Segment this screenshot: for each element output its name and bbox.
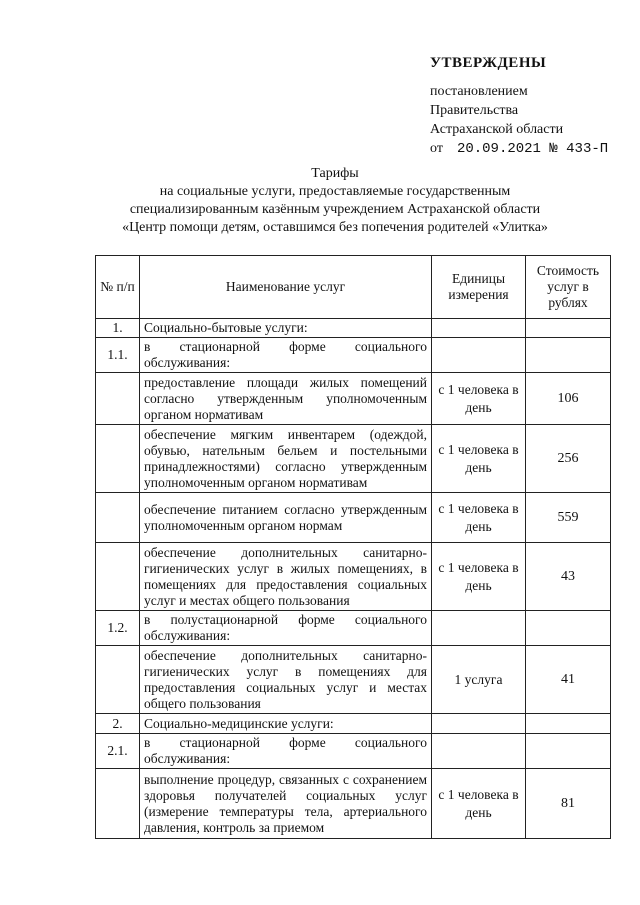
- row-name: обеспечение мягким инвентарем (одеждой, обувью, нательным бельем и постельными принадлежностями) согласно утвержденным уполномоченным органом нормативам: [140, 425, 432, 493]
- table-row: [96, 338, 611, 373]
- row-num: [96, 543, 140, 611]
- row-cost: [526, 714, 611, 734]
- approval-line-2: Правительства: [430, 103, 519, 118]
- title-main: Тарифы: [311, 166, 359, 181]
- approval-date-line: [430, 139, 608, 159]
- header-unit: Единицы измерения: [432, 256, 526, 319]
- table-row: [96, 319, 611, 338]
- table-row: [96, 373, 611, 425]
- row-cost: 81: [526, 769, 611, 839]
- table-row: [96, 714, 611, 734]
- row-unit: [432, 319, 526, 338]
- row-cost: [526, 611, 611, 646]
- tariffs-table: [95, 255, 611, 839]
- row-unit: [432, 734, 526, 769]
- row-num: 2.1.: [96, 734, 140, 769]
- approval-line-3: Астраханской области: [430, 122, 564, 137]
- row-unit: 1 услуга: [432, 646, 526, 714]
- row-num: 1.2.: [96, 611, 140, 646]
- row-cost: 43: [526, 543, 611, 611]
- approved-heading: УТВЕРЖДЕНЫ: [430, 55, 547, 71]
- row-unit: с 1 человека в день: [432, 373, 526, 425]
- approval-line-1: постановлением: [430, 84, 528, 99]
- approval-block: [430, 82, 608, 159]
- table-row: [96, 493, 611, 543]
- row-num: [96, 425, 140, 493]
- row-name: Социально-медицинские услуги:: [140, 714, 432, 734]
- table-row: [96, 734, 611, 769]
- row-name: обеспечение питанием согласно утвержденным уполномоченным органом нормам: [140, 493, 432, 543]
- row-name: обеспечение дополнительных санитарно-гигиенических услуг в жилых помещениях, в помещениях для предоставления социальных услуг и местах общего пользования: [140, 543, 432, 611]
- row-unit: [432, 714, 526, 734]
- title-line-3: «Центр помощи детям, оставшимся без попечения родителей «Улитка»: [122, 220, 548, 235]
- title-line-1: на социальные услуги, предоставляемые государственным: [159, 184, 511, 199]
- header-name: Наименование услуг: [140, 256, 432, 319]
- row-num: [96, 646, 140, 714]
- row-num: [96, 373, 140, 425]
- header-cost: Стоимость услуг в рублях: [526, 256, 611, 319]
- date-prefix: от: [430, 141, 443, 156]
- row-unit: с 1 человека в день: [432, 493, 526, 543]
- row-unit: [432, 611, 526, 646]
- row-num: [96, 769, 140, 839]
- date-value: 20.09.2021 № 433-П: [456, 141, 609, 157]
- row-cost: 256: [526, 425, 611, 493]
- row-name: в стационарной форме социального обслуживания:: [140, 734, 432, 769]
- table-row: [96, 611, 611, 646]
- table-row: [96, 646, 611, 714]
- row-cost: 106: [526, 373, 611, 425]
- row-name: в полустационарной форме социального обслуживания:: [140, 611, 432, 646]
- row-num: 1.1.: [96, 338, 140, 373]
- row-name: обеспечение дополнительных санитарно-гигиенических услуг в помещениях для предоставления социальных услуг и местах общего пользования: [140, 646, 432, 714]
- row-num: [96, 493, 140, 543]
- row-unit: с 1 человека в день: [432, 543, 526, 611]
- row-unit: [432, 338, 526, 373]
- title-line-2: специализированным казённым учреждением Астраханской области: [129, 202, 541, 217]
- row-name: выполнение процедур, связанных с сохранением здоровья получателей социальных услуг (измерение температуры тела, артериального давления, контроль за приемом: [140, 769, 432, 839]
- table-body: [96, 319, 611, 839]
- table-row: [96, 425, 611, 493]
- row-unit: с 1 человека в день: [432, 425, 526, 493]
- row-unit: с 1 человека в день: [432, 769, 526, 839]
- row-cost: [526, 338, 611, 373]
- row-name: в стационарной форме социального обслуживания:: [140, 338, 432, 373]
- table-header-row: [96, 256, 611, 319]
- row-name: предоставление площади жилых помещений согласно утвержденным уполномоченным органом нормативам: [140, 373, 432, 425]
- row-num: 1.: [96, 319, 140, 338]
- row-cost: 559: [526, 493, 611, 543]
- table-row: [96, 769, 611, 839]
- document-title: [60, 165, 610, 237]
- table-row: [96, 543, 611, 611]
- row-cost: [526, 319, 611, 338]
- row-num: 2.: [96, 714, 140, 734]
- header-num: № п/п: [96, 256, 140, 319]
- row-name: Социально-бытовые услуги:: [140, 319, 432, 338]
- row-cost: 41: [526, 646, 611, 714]
- row-cost: [526, 734, 611, 769]
